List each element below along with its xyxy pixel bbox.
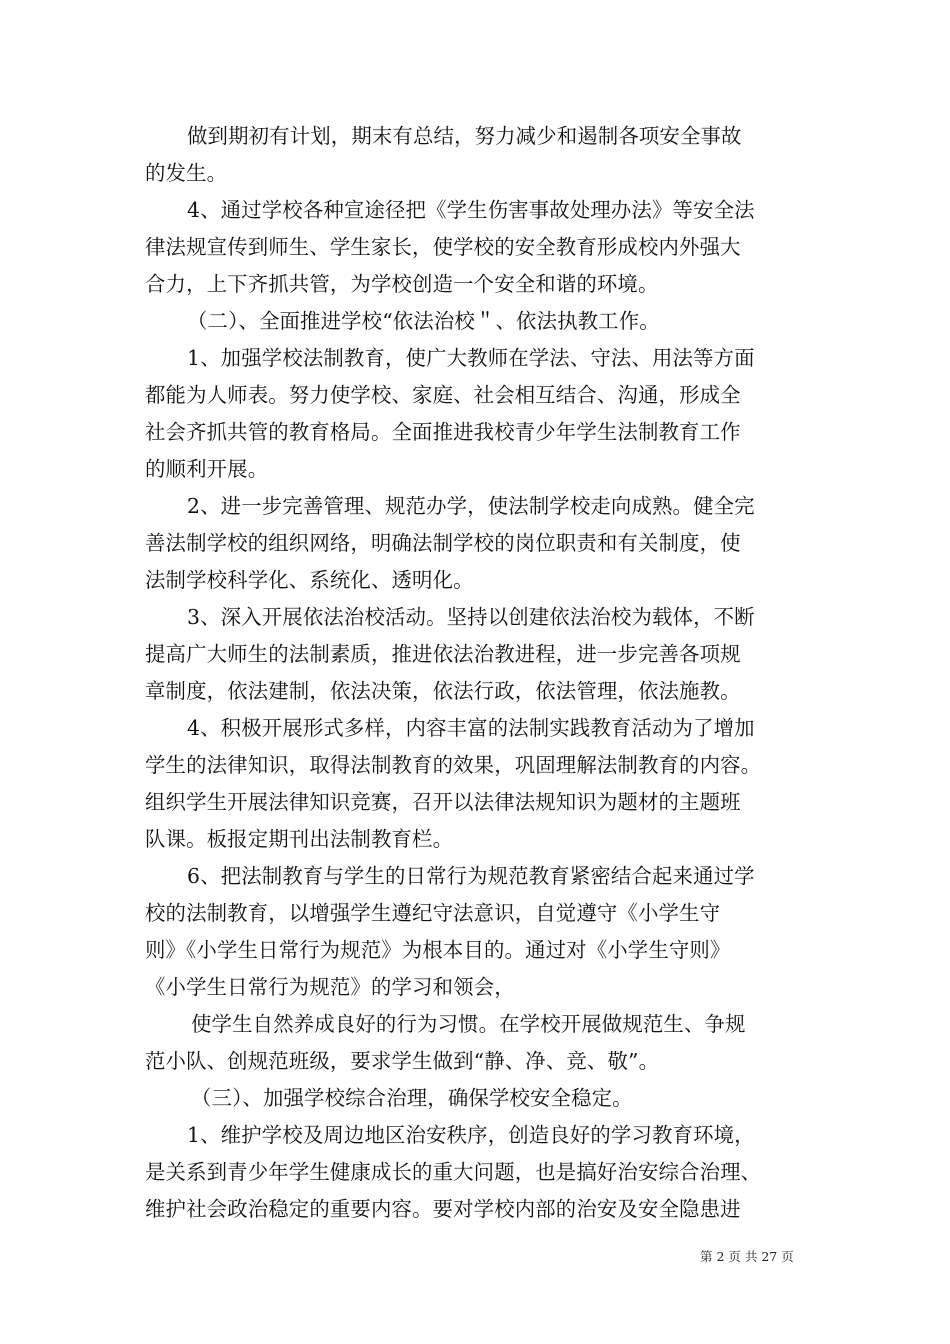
- text-line: 队课。板报定期刊出法制教育栏。: [145, 827, 454, 851]
- page-number: 第 2 页 共 27 页: [700, 1249, 794, 1264]
- text-line: 则》《小学生日常行为规范》为根本目的。通过对《小学生守则》: [145, 938, 731, 962]
- text-line: 4、积极开展形式多样，内容丰富的法制实践教育活动为了增加: [187, 716, 755, 740]
- text-line: 的顺利开展。: [145, 457, 269, 481]
- text-line: 是关系到青少年学生健康成长的重大问题，也是搞好治安综合治理、: [145, 1160, 762, 1184]
- text-line: 维护社会政治稳定的重要内容。要对学校内部的治安及安全隐患进: [145, 1197, 741, 1221]
- text-line: 做到期初有计划，期末有总结，努力减少和遏制各项安全事故: [187, 124, 742, 148]
- text-line: 2、进一步完善管理、规范办学，使法制学校走向成熟。健全完: [187, 494, 755, 518]
- text-line: 的发生。: [145, 161, 228, 185]
- text-line: 范小队、创规范班级，要求学生做到“静、净、竞、敬”。: [145, 1049, 660, 1073]
- text-line: 6、把法制教育与学生的日常行为规范教育紧密结合起来通过学: [187, 864, 755, 888]
- text-line: 法制学校科学化、系统化、透明化。: [145, 568, 474, 592]
- text-line: 都能为人师表。努力使学校、家庭、社会相互结合、沟通，形成全: [145, 383, 741, 407]
- text-line: 组织学生开展法律知识竞赛，召开以法律法规知识为题材的主题班: [145, 790, 741, 814]
- text-line: 3、深入开展依法治校活动。坚持以创建依法治校为载体，不断: [187, 605, 755, 629]
- text-line: 提高广大师生的法制素质，推进依法治教进程，进一步完善各项规: [145, 642, 741, 666]
- text-line: 校的法制教育，以增强学生遵纪守法意识，自觉遵守《小学生守: [145, 901, 721, 925]
- text-line: 律法规宣传到师生、学生家长，使学校的安全教育形成校内外强大: [145, 235, 741, 259]
- section-heading: （三）、加强学校综合治理，确保学校安全稳定。: [191, 1086, 633, 1110]
- section-heading: （二）、全面推进学校“依法治校＂、依法执教工作。: [187, 309, 660, 333]
- text-line: 合力，上下齐抓共管，为学校创造一个安全和谐的环境。: [145, 272, 659, 296]
- text-line: 使学生自然养成良好的行为习惯。在学校开展做规范生、争规: [191, 1012, 746, 1036]
- text-line: 学生的法律知识，取得法制教育的效果，巩固理解法制教育的内容。: [145, 753, 762, 777]
- text-line: 1、维护学校及周边地区治安秩序，创造良好的学习教育环境，: [187, 1123, 755, 1147]
- text-line: 1、加强学校法制教育，使广大教师在学法、守法、用法等方面: [187, 346, 755, 370]
- text-line: 4、通过学校各种宣途径把《学生伤害事故处理办法》等安全法: [187, 198, 755, 222]
- document-body: [145, 118, 810, 1228]
- text-line: 善法制学校的组织网络，明确法制学校的岗位职责和有关制度，使: [145, 531, 741, 555]
- text-line: 社会齐抓共管的教育格局。全面推进我校青少年学生法制教育工作: [145, 420, 741, 444]
- text-line: 《小学生日常行为规范》的学习和领会，: [145, 975, 515, 999]
- text-line: 章制度，依法建制，依法决策，依法行政，依法管理，依法施教。: [145, 679, 741, 703]
